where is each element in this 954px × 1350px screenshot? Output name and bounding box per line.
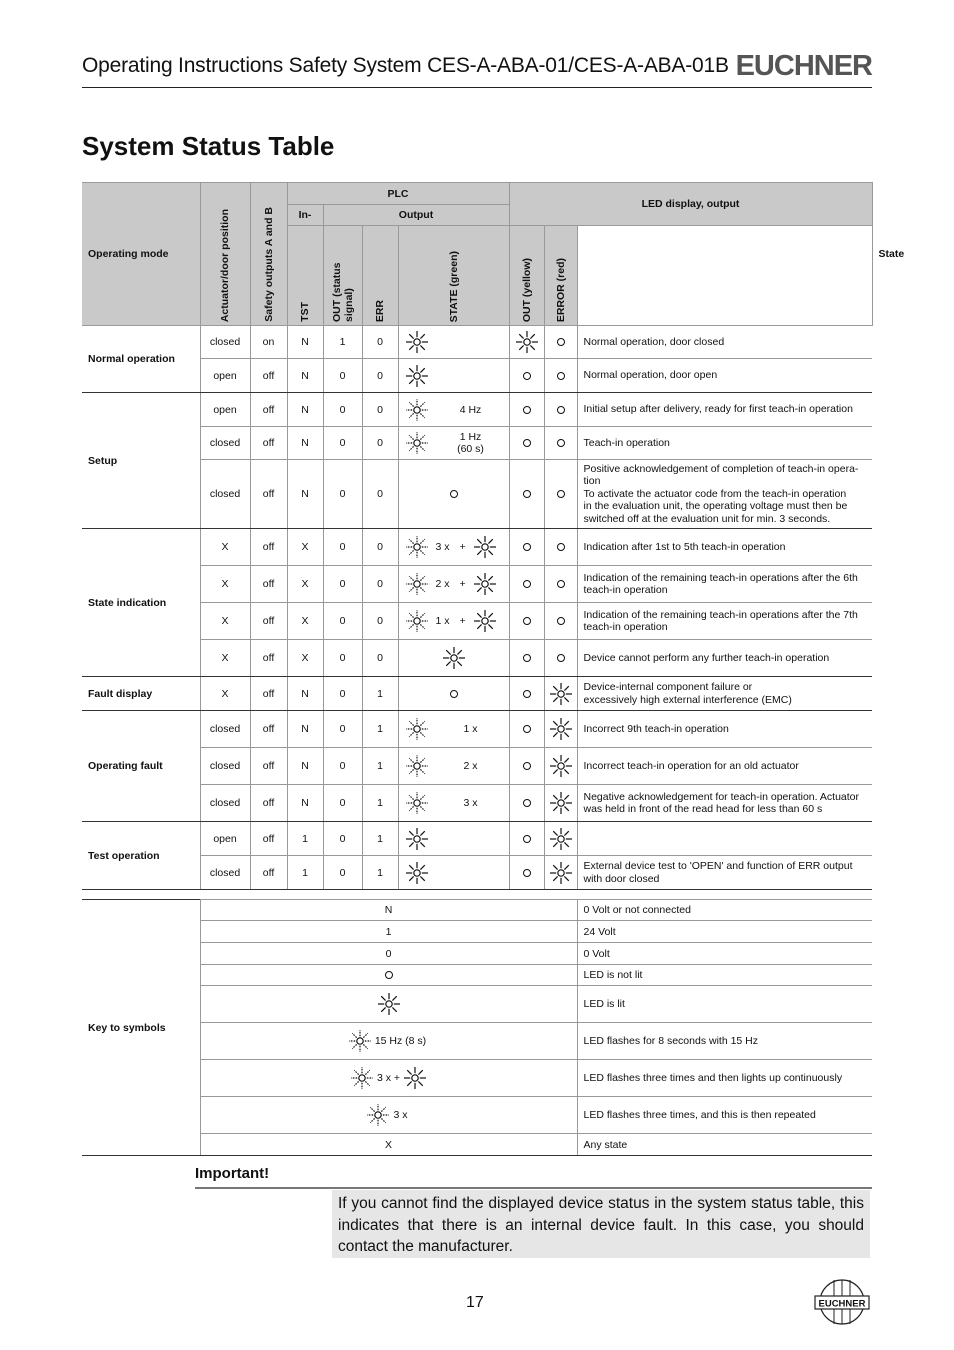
cell-led-red	[544, 856, 577, 890]
cell-out: 0	[323, 748, 362, 785]
cell-tst: N	[287, 427, 323, 460]
led-lit-icon	[549, 791, 573, 815]
cell-err: 1	[362, 822, 398, 856]
col-in: In-	[287, 205, 323, 226]
cell-tst: N	[287, 711, 323, 748]
cell-safety: off	[250, 785, 287, 822]
key-symbol	[200, 900, 577, 921]
cell-state-description: Device-internal component failure or excessively high external interference (EMC)	[577, 677, 872, 711]
cell-out: 0	[323, 856, 362, 890]
cell-led-red	[544, 427, 577, 460]
cell-state-description: Incorrect teach-in operation for an old actuator	[577, 748, 872, 785]
cell-err: 0	[362, 529, 398, 566]
col-state-green: STATE (green)	[447, 250, 460, 322]
cell-safety: off	[250, 529, 287, 566]
cell-tst: X	[287, 640, 323, 677]
cell-led-red	[544, 529, 577, 566]
system-status-table: Operating mode Actuator/door position Safety outputs A and B PLC LED display, output State In- Output TST OUT (status signal) ERR STATE (green) OUT (yellow) ERROR (red) Normal operation closed on N 1 0 Normal operation, door closed open off N 0 0 Normal operation, door open Setup open off N 0 0 4 Hz Initial setup after delivery, ready for first teach-in operation closed off N 0 0 1 Hz (60 s) Teach-in operation closed off N 0 0 Positive acknowledgement of completion of teach-in opera- tion To activate the actuator code from the teach-in operation in the evaluation unit, the operating voltage must then be switched off at the evaluation unit for min. 3 seconds. State indication X off X 0 0 3 x + Indication after 1st to 5th teach-in operation X off X 0 0 2 x + Indication of the remaining teach-in operations after the 6th teach-in operation X off X 0 0 1 x + Indication of the remaining teach-in operations after the 7th teach-in operation X off X 0 0 Device cannot perform any further teach-in operation Fault display X off N 0 1 Device-internal component failure or excessively high external interference (EMC) Operating fault closed off N 0 1 1 x Incorrect 9th teach-in operation closed off N 0 1 2 x Incorrect teach-in operation for an old actuator closed off N 0 1 3 x Negative acknowledgement for teach-in operation. Actuator was held in front of the read head for less than 60 s Test operation open off 1 0 1 closed off 1 0 1 External device test to 'OPEN' and function of ERR output with door closed	[82, 182, 872, 890]
cell-err: 0	[362, 460, 398, 529]
led-lit-icon	[405, 861, 429, 885]
symbol-text: 3 x	[393, 1109, 408, 1121]
led-lit-icon	[549, 861, 573, 885]
operating-mode-cell: State indication	[82, 529, 200, 677]
cell-err: 0	[362, 603, 398, 640]
cell-out: 0	[323, 640, 362, 677]
cell-led-state	[398, 677, 509, 711]
cell-safety: off	[250, 359, 287, 393]
cell-led-red	[544, 603, 577, 640]
cell-door: closed	[200, 785, 250, 822]
cell-door: closed	[200, 748, 250, 785]
cell-door: X	[200, 603, 250, 640]
cell-door: open	[200, 359, 250, 393]
cell-safety: off	[250, 822, 287, 856]
symbol-text: +	[459, 541, 466, 553]
cell-out: 0	[323, 822, 362, 856]
status-row	[82, 529, 872, 566]
col-err: ERR	[374, 299, 386, 322]
led-off-icon	[557, 490, 565, 498]
cell-err: 1	[362, 677, 398, 711]
led-frequency-text: 1 Hz (60 s)	[457, 431, 484, 455]
led-off-icon	[523, 439, 531, 447]
operating-mode-cell: Test operation	[82, 822, 200, 890]
key-label: Key to symbols	[82, 900, 200, 1156]
document-header-title: Operating Instructions Safety System CES-A-ABA-01/CES-A-ABA-01B	[82, 54, 729, 77]
led-flashing-icon	[405, 609, 429, 633]
led-lit-icon	[549, 717, 573, 741]
key-row	[82, 1134, 872, 1156]
header-rule	[82, 87, 872, 88]
cell-tst: N	[287, 460, 323, 529]
led-lit-icon	[442, 646, 466, 670]
col-plc: PLC	[287, 183, 509, 205]
important-rule	[195, 1187, 872, 1189]
led-off-icon	[523, 580, 531, 588]
cell-tst: N	[287, 785, 323, 822]
cell-safety: off	[250, 603, 287, 640]
cell-out: 0	[323, 785, 362, 822]
cell-led-yellow	[509, 856, 544, 890]
euchner-logo: EUCHNER	[735, 50, 872, 82]
cell-out: 0	[323, 460, 362, 529]
symbol-text: X	[384, 1138, 392, 1151]
cell-led-yellow	[509, 748, 544, 785]
cell-state-description: Normal operation, door closed	[577, 326, 872, 359]
operating-mode-cell: Normal operation	[82, 326, 200, 393]
symbol-text: 1 x	[435, 615, 450, 627]
led-lit-icon	[403, 1066, 427, 1090]
cell-led-yellow	[509, 427, 544, 460]
cell-tst: 1	[287, 856, 323, 890]
cell-safety: off	[250, 566, 287, 603]
led-frequency-text: 1 x	[463, 723, 478, 735]
cell-door: closed	[200, 326, 250, 359]
cell-out: 0	[323, 427, 362, 460]
key-symbol	[200, 1134, 577, 1156]
led-off-icon	[557, 580, 565, 588]
led-lit-icon	[377, 992, 401, 1016]
cell-led-state	[398, 822, 509, 856]
cell-led-state	[398, 326, 509, 359]
cell-led-red	[544, 566, 577, 603]
cell-led-red	[544, 640, 577, 677]
key-description: LED flashes three times and then lights up continuously	[577, 1060, 872, 1097]
key-row	[82, 900, 872, 921]
cell-led-state	[398, 856, 509, 890]
key-description: 0 Volt or not connected	[577, 900, 872, 921]
cell-err: 0	[362, 640, 398, 677]
led-lit-icon	[549, 754, 573, 778]
cell-led-red	[544, 393, 577, 427]
cell-state-description: Incorrect 9th teach-in operation	[577, 711, 872, 748]
cell-out: 0	[323, 393, 362, 427]
key-row	[82, 921, 872, 943]
led-off-icon	[523, 835, 531, 843]
led-off-icon	[523, 490, 531, 498]
cell-err: 1	[362, 856, 398, 890]
key-symbol	[200, 1060, 577, 1097]
cell-door: closed	[200, 711, 250, 748]
key-symbol	[200, 943, 577, 965]
cell-err: 0	[362, 566, 398, 603]
status-row	[82, 748, 872, 785]
led-lit-icon	[515, 330, 539, 354]
status-row	[82, 359, 872, 393]
cell-led-yellow	[509, 529, 544, 566]
cell-led-yellow	[509, 566, 544, 603]
led-off-icon	[523, 762, 531, 770]
led-off-icon	[523, 372, 531, 380]
cell-led-yellow	[509, 677, 544, 711]
cell-door: closed	[200, 427, 250, 460]
key-row	[82, 1023, 872, 1060]
euchner-badge-icon	[814, 1278, 870, 1326]
symbol-text: 2 x	[435, 578, 450, 590]
cell-state-description: Device cannot perform any further teach-in operation	[577, 640, 872, 677]
status-row	[82, 603, 872, 640]
led-off-icon	[385, 971, 393, 979]
led-frequency-text: 4 Hz	[459, 403, 482, 416]
cell-door: open	[200, 822, 250, 856]
cell-state-description: Initial setup after delivery, ready for first teach-in operation	[577, 393, 872, 427]
cell-out: 0	[323, 566, 362, 603]
led-off-icon	[450, 690, 458, 698]
cell-safety: on	[250, 326, 287, 359]
key-row	[82, 1097, 872, 1134]
key-symbol	[200, 986, 577, 1023]
cell-led-yellow	[509, 640, 544, 677]
led-off-icon	[523, 799, 531, 807]
cell-door: X	[200, 566, 250, 603]
col-led-display: LED display, output	[509, 183, 872, 226]
status-row	[82, 856, 872, 890]
cell-safety: off	[250, 460, 287, 529]
key-to-symbols-table	[82, 899, 872, 1156]
cell-safety: off	[250, 748, 287, 785]
key-row	[82, 986, 872, 1023]
cell-state-description: Normal operation, door open	[577, 359, 872, 393]
led-flashing-icon	[405, 431, 429, 455]
key-symbol	[200, 1097, 577, 1134]
led-off-icon	[557, 543, 565, 551]
led-flashing-icon	[405, 535, 429, 559]
cell-led-state	[398, 603, 509, 640]
status-row	[82, 566, 872, 603]
led-off-icon	[523, 654, 531, 662]
cell-door: open	[200, 393, 250, 427]
cell-door: closed	[200, 460, 250, 529]
cell-led-yellow	[509, 326, 544, 359]
key-description: LED flashes for 8 seconds with 15 Hz	[577, 1023, 872, 1060]
key-row	[82, 1060, 872, 1097]
cell-state-description: Indication after 1st to 5th teach-in operation	[577, 529, 872, 566]
cell-led-state	[398, 785, 509, 822]
cell-led-yellow	[509, 359, 544, 393]
cell-led-red	[544, 677, 577, 711]
cell-err: 0	[362, 427, 398, 460]
symbol-text: 3 x +	[376, 1072, 401, 1084]
led-off-icon	[557, 617, 565, 625]
led-lit-icon	[405, 827, 429, 851]
led-off-icon	[523, 690, 531, 698]
symbol-text: +	[459, 615, 466, 627]
key-description: 0 Volt	[577, 943, 872, 965]
important-label: Important!	[195, 1165, 270, 1182]
key-symbol	[200, 921, 577, 943]
cell-safety: off	[250, 711, 287, 748]
cell-err: 1	[362, 785, 398, 822]
cell-led-yellow	[509, 785, 544, 822]
symbol-text: 0	[385, 947, 392, 960]
led-off-icon	[523, 869, 531, 877]
cell-door: X	[200, 677, 250, 711]
cell-door: X	[200, 640, 250, 677]
cell-led-state	[398, 359, 509, 393]
cell-led-yellow	[509, 393, 544, 427]
status-row	[82, 393, 872, 427]
cell-state-description: Negative acknowledgement for teach-in operation. Actuator was held in front of the read head for less than 60 s	[577, 785, 872, 822]
cell-led-state	[398, 427, 509, 460]
cell-led-red	[544, 711, 577, 748]
symbol-text: +	[459, 578, 466, 590]
cell-tst: 1	[287, 822, 323, 856]
cell-led-state	[398, 640, 509, 677]
led-off-icon	[450, 490, 458, 498]
led-off-icon	[523, 406, 531, 414]
cell-led-yellow	[509, 460, 544, 529]
status-row	[82, 460, 872, 529]
led-flashing-icon	[405, 572, 429, 596]
col-output: Output	[323, 205, 509, 226]
cell-led-red	[544, 460, 577, 529]
col-safety-outputs: Safety outputs A and B	[262, 207, 275, 322]
cell-led-state	[398, 748, 509, 785]
led-off-icon	[523, 617, 531, 625]
led-flashing-icon	[366, 1103, 390, 1127]
cell-out: 0	[323, 677, 362, 711]
cell-led-yellow	[509, 603, 544, 640]
led-off-icon	[523, 543, 531, 551]
cell-led-state	[398, 529, 509, 566]
key-description: LED flashes three times, and this is then repeated	[577, 1097, 872, 1134]
led-frequency-text: 3 x	[463, 797, 478, 809]
cell-tst: X	[287, 566, 323, 603]
key-description: Any state	[577, 1134, 872, 1156]
cell-safety: off	[250, 640, 287, 677]
symbol-text: 1	[385, 925, 392, 938]
led-off-icon	[523, 725, 531, 733]
cell-led-red	[544, 748, 577, 785]
status-row	[82, 677, 872, 711]
cell-out: 0	[323, 529, 362, 566]
cell-tst: N	[287, 677, 323, 711]
cell-safety: off	[250, 393, 287, 427]
symbol-text: 3 x	[435, 541, 450, 553]
col-out-yellow: OUT (yellow)	[520, 257, 533, 322]
cell-out: 0	[323, 359, 362, 393]
important-note: If you cannot find the displayed device status in the system status table, this indicates that there is an internal device fault. In this case, you should contact the manufacturer.	[332, 1190, 870, 1258]
cell-safety: off	[250, 427, 287, 460]
col-actuator: Actuator/door position	[219, 208, 231, 322]
cell-led-red	[544, 326, 577, 359]
cell-err: 0	[362, 326, 398, 359]
status-row	[82, 822, 872, 856]
led-off-icon	[557, 439, 565, 447]
led-flashing-icon	[405, 754, 429, 778]
led-lit-icon	[473, 609, 497, 633]
cell-state-description: Indication of the remaining teach-in operations after the 6th teach-in operation	[577, 566, 872, 603]
led-lit-icon	[473, 535, 497, 559]
cell-led-state	[398, 460, 509, 529]
cell-state-description: Indication of the remaining teach-in operations after the 7th teach-in operation	[577, 603, 872, 640]
page-title: System Status Table	[82, 131, 335, 161]
cell-safety: off	[250, 856, 287, 890]
led-lit-icon	[549, 827, 573, 851]
cell-led-state	[398, 566, 509, 603]
key-row	[82, 943, 872, 965]
cell-state-description: External device test to 'OPEN' and function of ERR output with door closed	[577, 856, 872, 890]
col-tst: TST	[299, 302, 311, 322]
cell-out: 0	[323, 711, 362, 748]
led-frequency-text: 2 x	[463, 760, 478, 772]
led-flashing-icon	[405, 717, 429, 741]
cell-tst: X	[287, 529, 323, 566]
cell-led-red	[544, 359, 577, 393]
cell-out: 0	[323, 603, 362, 640]
led-lit-icon	[549, 682, 573, 706]
page-number: 17	[466, 1294, 484, 1311]
led-lit-icon	[473, 572, 497, 596]
cell-safety: off	[250, 677, 287, 711]
led-lit-icon	[405, 364, 429, 388]
cell-state-description	[577, 822, 872, 856]
status-row	[82, 785, 872, 822]
led-off-icon	[557, 654, 565, 662]
led-off-icon	[557, 406, 565, 414]
status-row	[82, 711, 872, 748]
operating-mode-cell: Operating fault	[82, 711, 200, 822]
cell-err: 0	[362, 359, 398, 393]
symbol-text: 15 Hz (8 s)	[374, 1035, 427, 1047]
status-row	[82, 326, 872, 359]
cell-err: 1	[362, 748, 398, 785]
symbol-text: N	[384, 904, 393, 916]
cell-state-description: Positive acknowledgement of completion of teach-in opera- tion To activate the actuator code from the teach-in operation in the evaluation unit, the operating voltage must then be switched off at the evaluation unit for min. 3 seconds.	[577, 460, 872, 529]
key-row	[82, 965, 872, 986]
cell-tst: N	[287, 748, 323, 785]
cell-tst: X	[287, 603, 323, 640]
key-symbol	[200, 965, 577, 986]
cell-door: X	[200, 529, 250, 566]
led-flashing-icon	[350, 1066, 374, 1090]
cell-led-red	[544, 785, 577, 822]
cell-led-yellow	[509, 711, 544, 748]
cell-tst: N	[287, 359, 323, 393]
badge-text: EUCHNER	[818, 1298, 866, 1310]
status-row	[82, 427, 872, 460]
cell-led-red	[544, 822, 577, 856]
key-description: LED is not lit	[577, 965, 872, 986]
cell-tst: N	[287, 393, 323, 427]
cell-out: 1	[323, 326, 362, 359]
col-out-status: OUT (status signal)	[330, 262, 355, 322]
cell-err: 0	[362, 393, 398, 427]
led-lit-icon	[405, 330, 429, 354]
cell-led-state	[398, 393, 509, 427]
led-off-icon	[557, 338, 565, 346]
operating-mode-cell: Fault display	[82, 677, 200, 711]
key-description: 24 Volt	[577, 921, 872, 943]
col-error-red: ERROR (red)	[554, 257, 567, 322]
status-row	[82, 640, 872, 677]
cell-state-description: Teach-in operation	[577, 427, 872, 460]
cell-led-state	[398, 711, 509, 748]
cell-err: 1	[362, 711, 398, 748]
led-off-icon	[557, 372, 565, 380]
led-flashing-icon	[405, 398, 429, 422]
cell-door: closed	[200, 856, 250, 890]
led-flashing-icon	[348, 1029, 372, 1053]
col-operating-mode: Operating mode	[82, 183, 200, 326]
key-symbol	[200, 1023, 577, 1060]
cell-tst: N	[287, 326, 323, 359]
cell-led-yellow	[509, 822, 544, 856]
key-description: LED is lit	[577, 986, 872, 1023]
led-flashing-icon	[405, 791, 429, 815]
operating-mode-cell: Setup	[82, 393, 200, 529]
